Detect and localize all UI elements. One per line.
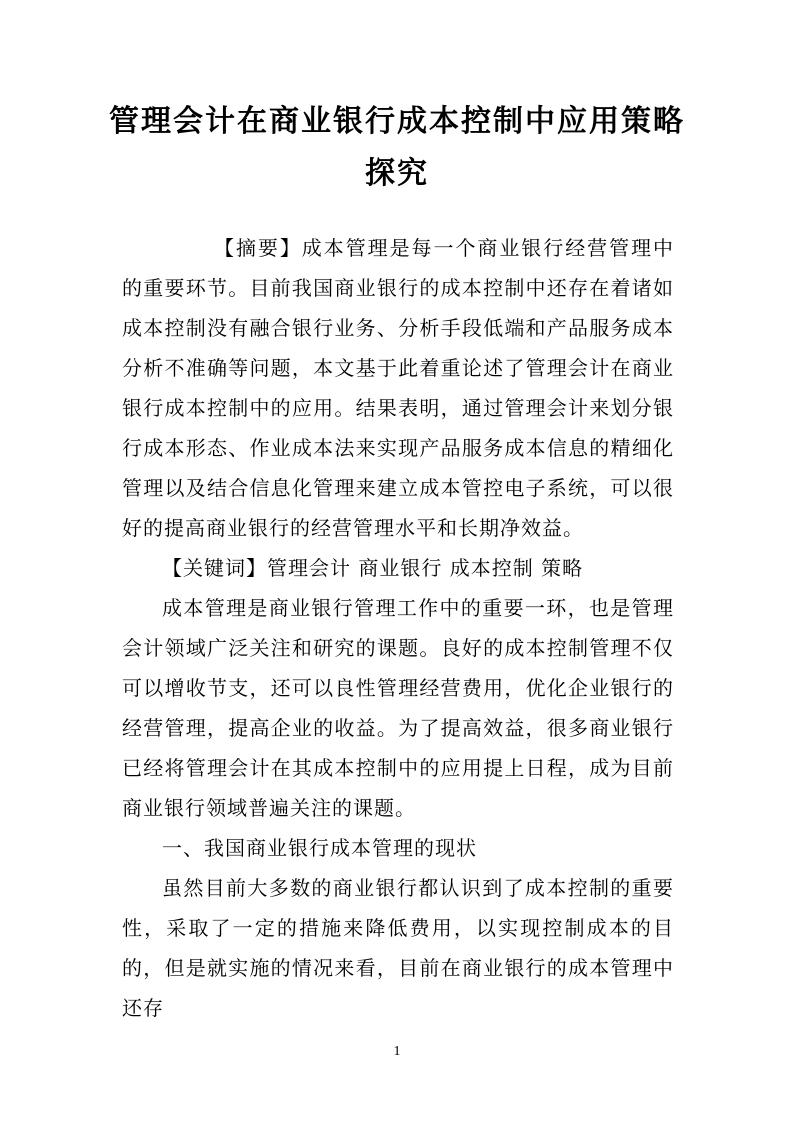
- intro-paragraph: 成本管理是商业银行管理工作中的重要一环，也是管理会计领域广泛关注和研究的课题。良好的成本控制管理不仅可以增收节支，还可以良性管理经营费用，优化企业银行的经营管理，提高企业的收益。为了提高效益，很多商业银行已经将管理会计在其成本控制中的应用提上日程，成为目前商业银行领域普遍关注的课题。: [122, 596, 674, 820]
- document-body: [122, 228, 674, 1028]
- document-title: [100, 96, 694, 200]
- keywords-paragraph: 【关键词】管理会计 商业银行 成本控制 策略: [162, 556, 584, 580]
- page-number: 1: [393, 1044, 401, 1059]
- abstract-paragraph: 【摘要】成本管理是每一个商业银行经营管理中的重要环节。目前我国商业银行的成本控制中还存在着诸如成本控制没有融合银行业务、分析手段低端和产品服务成本分析不准确等问题，本文基于此着重论述了管理会计在商业银行成本控制中的应用。结果表明，通过管理会计来划分银行成本形态、作业成本法来实现产品服务成本信息的精细化管理以及结合信息化管理来建立成本管控电子系统，可以很好的提高商业银行的经营管理水平和长期净效益。: [122, 236, 674, 540]
- section-paragraph: 虽然目前大多数的商业银行都认识到了成本控制的重要性，采取了一定的措施来降低费用，以实现控制成本的目的，但是就实施的情况来看，目前在商业银行的成本管理中还存: [122, 876, 674, 1020]
- section-heading: 一、我国商业银行成本管理的现状: [162, 836, 477, 860]
- title-line-2: 探究: [365, 156, 429, 191]
- title-line-1: 管理会计在商业银行成本控制中应用策略: [109, 104, 685, 139]
